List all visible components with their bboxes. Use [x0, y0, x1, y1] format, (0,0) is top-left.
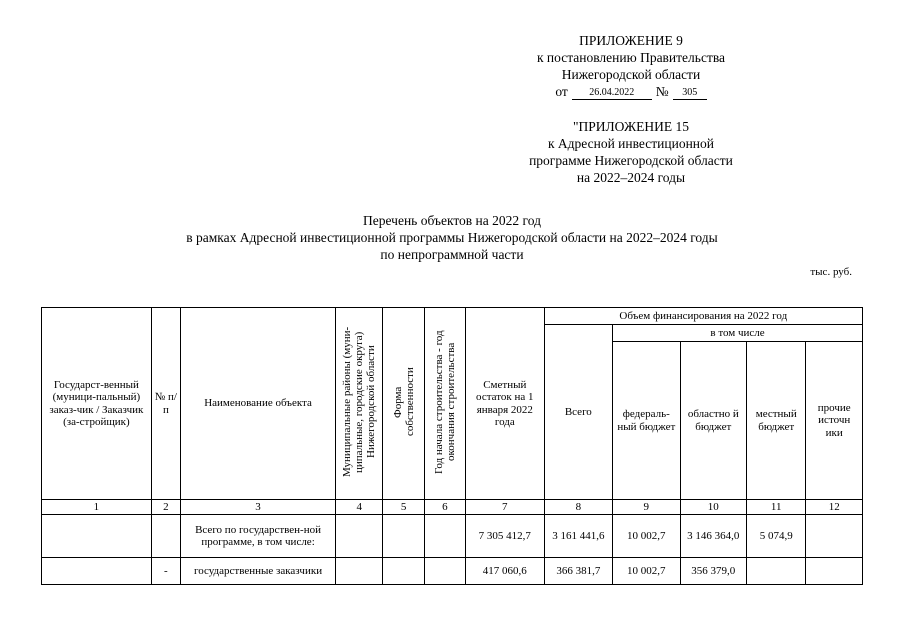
cell-customer — [42, 515, 152, 558]
decree-date: 26.04.2022 — [572, 87, 652, 100]
header-years — [424, 308, 465, 500]
column-number: 3 — [180, 500, 335, 515]
cell-years — [424, 558, 465, 585]
column-number: 9 — [613, 500, 680, 515]
column-number: 10 — [680, 500, 746, 515]
appendix-15-line3: программе Нижегородской области — [529, 153, 733, 168]
cell-ownership — [383, 515, 424, 558]
header-object-name: Наименование объекта — [180, 308, 335, 500]
header-other: прочие источн ики — [806, 342, 863, 500]
appendix-9-dateline — [500, 83, 762, 100]
header-customer: Государст-венный (муници-пальный) заказ-чик / Заказчик (за-стройщик) — [42, 308, 152, 500]
header-estimate: Сметный остаток на 1 января 2022 года — [466, 308, 545, 500]
cell-customer — [42, 558, 152, 585]
header-ownership — [383, 308, 424, 500]
cell-ownership — [383, 558, 424, 585]
column-number: 7 — [466, 500, 545, 515]
header-including: в том числе — [613, 325, 863, 342]
cell-regional: 356 379,0 — [680, 558, 746, 585]
appendix-15-block — [500, 118, 762, 186]
cell-other — [806, 558, 863, 585]
cell-municipality — [336, 515, 383, 558]
cell-object-name: Всего по государствен-ной программе, в том числе: — [180, 515, 335, 558]
appendix-9-line3: Нижегородской области — [561, 67, 701, 82]
cell-object-name: государственные заказчики — [180, 558, 335, 585]
cell-federal: 10 002,7 — [613, 558, 680, 585]
header-total: Всего — [544, 325, 612, 500]
column-number: 12 — [806, 500, 863, 515]
from-label: от — [555, 84, 568, 99]
column-number: 5 — [383, 500, 424, 515]
cell-other — [806, 515, 863, 558]
cell-total: 3 161 441,6 — [544, 515, 612, 558]
appendix-9-line2: к постановлению Правительства — [536, 50, 726, 65]
cell-estimate: 417 060,6 — [466, 558, 545, 585]
document-title — [0, 212, 904, 263]
appendix-9-block — [500, 32, 762, 100]
header-regional: областно й бюджет — [680, 342, 746, 500]
number-label: № — [655, 84, 669, 99]
cell-local — [747, 558, 806, 585]
header-municipality-text: Муниципальные районы (муни-ципальные, городские округа) Нижегородской области — [341, 326, 378, 477]
column-number: 2 — [151, 500, 180, 515]
header-funding: Объем финансирования на 2022 год — [544, 308, 862, 325]
header-local: местный бюджет — [747, 342, 806, 500]
header-years-text: Год начала строительства - год окончания строительства — [432, 329, 457, 474]
objects-table — [41, 307, 863, 585]
column-numbers-row — [42, 500, 863, 515]
appendix-15-line2: к Адресной инвестиционной — [547, 136, 714, 151]
cell-number: - — [151, 558, 180, 585]
header-ownership-text: Форма собственности — [391, 367, 416, 437]
column-number: 8 — [544, 500, 612, 515]
column-number: 4 — [336, 500, 383, 515]
column-number: 6 — [424, 500, 465, 515]
cell-number — [151, 515, 180, 558]
cell-years — [424, 515, 465, 558]
appendix-15-line4: на 2022–2024 годы — [576, 170, 686, 185]
cell-municipality — [336, 558, 383, 585]
cell-federal: 10 002,7 — [613, 515, 680, 558]
table-row — [42, 515, 863, 558]
appendix-9-title: ПРИЛОЖЕНИЕ 9 — [579, 33, 683, 48]
units-label: тыс. руб. — [810, 266, 852, 278]
cell-estimate: 7 305 412,7 — [466, 515, 545, 558]
document-title-line3: по непрограммной части — [380, 247, 524, 262]
table-row — [42, 558, 863, 585]
column-number: 1 — [42, 500, 152, 515]
appendix-15-title: "ПРИЛОЖЕНИЕ 15 — [572, 119, 690, 134]
cell-total: 366 381,7 — [544, 558, 612, 585]
document-title-line1: Перечень объектов на 2022 год — [363, 213, 541, 228]
cell-regional: 3 146 364,0 — [680, 515, 746, 558]
column-number: 11 — [747, 500, 806, 515]
header-municipality — [336, 308, 383, 500]
header-number: № п/п — [151, 308, 180, 500]
cell-local: 5 074,9 — [747, 515, 806, 558]
document-title-line2: в рамках Адресной инвестиционной программы Нижегородской области на 2022–2024 годы — [186, 230, 718, 245]
decree-number: 305 — [673, 87, 707, 100]
header-federal: федераль-ный бюджет — [613, 342, 680, 500]
